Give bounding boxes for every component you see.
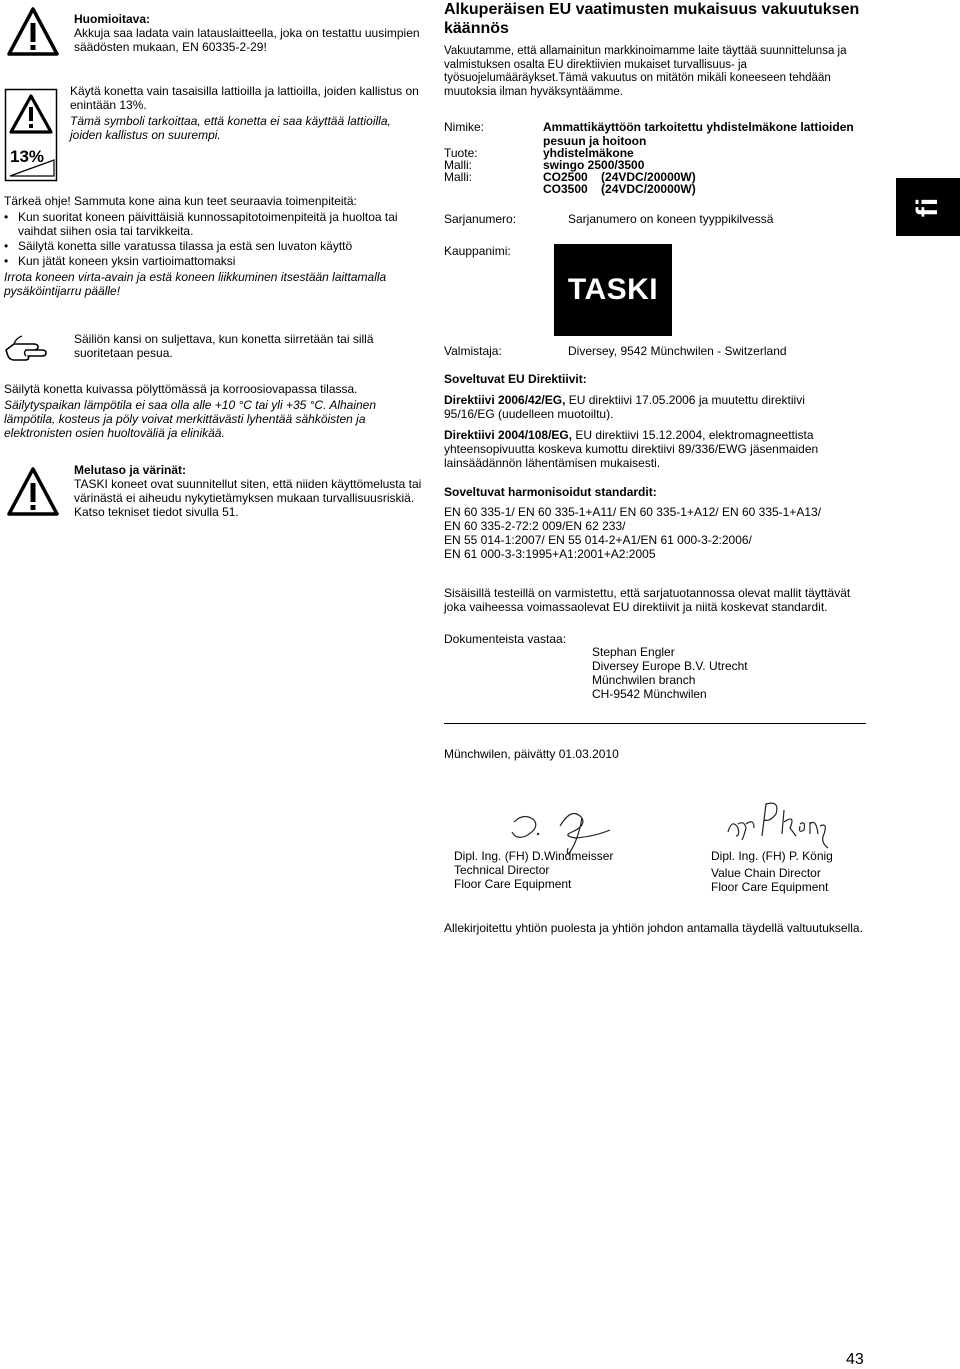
malli-label: Malli: — [444, 170, 473, 184]
directive-2004-108 — [444, 428, 868, 470]
noise-title: Melutaso ja värinät: — [74, 463, 187, 477]
directive-text: EU direktiivi 17.05.2006 ja muutettu direktiivi 95/16/EG (uudelleen muotoiltu). — [444, 393, 805, 421]
declaration-intro: Vakuutamme, että allamainitun markkinoimamme laite täyttää suunnittelunsa ja valmistuksen osalta EU direktiivien mukaiset turvallisuus- ja työsuojelumääräykset.Tämä vakuutus on mitätön mikäli koneeseen tehdään muutoksia ilman hyväksyntäämme. — [444, 45, 847, 98]
list-item: • Kun jätät koneen yksin vartioimattomaksi — [4, 254, 416, 268]
directive-name: Direktiivi 2004/108/EG, — [444, 428, 573, 442]
signatory-title: Technical Director — [454, 863, 550, 877]
list-item: • Säilytä konetta sille varatussa tilassa ja estä sen luvaton käyttö — [4, 239, 416, 253]
signatory-department: Floor Care Equipment — [454, 877, 572, 891]
authority-statement: Allekirjoitettu yhtiön puolesta ja yhtiön johdon antamalla täydellä valtuutuksella. — [444, 921, 863, 935]
important-bullet-list — [4, 210, 416, 268]
signatory-department: Floor Care Equipment — [711, 880, 829, 894]
signature-windmeisser — [500, 800, 630, 856]
hand-pointer-icon — [4, 330, 50, 366]
charging-warning — [74, 12, 424, 54]
signatory-windmeisser — [454, 849, 654, 891]
taski-logo-text: TASKI — [567, 273, 659, 306]
nimike-value: Ammattikäyttöön tarkoitettu yhdistelmäkone lattioiden pesuun ja hoitoon — [543, 120, 854, 148]
manufacturer-label: Valmistaja: — [444, 344, 502, 358]
malli-value: CO3500 (24VDC/20000W) — [543, 182, 696, 196]
charging-warning-text: Akkuja saa ladata vain latauslaitteella, joka on testattu uusimpien säädösten mukaan, EN 60335-2-29! — [74, 26, 420, 54]
declaration-heading: Alkuperäisen EU vaatimusten mukaisuus vakuutuksen käännös — [444, 1, 860, 37]
tuote-value: yhdistelmäkone — [543, 146, 634, 160]
documentation-label: Dokumenteista vastaa: — [444, 632, 567, 646]
slope-13-icon — [4, 88, 58, 182]
warning-icon — [6, 6, 60, 58]
directive-text: EU direktiivi 15.12.2004, elektromagneettista yhteensopivuutta koskeva kumottu direktiivi 89/336/EWG jäsenmaiden lainsäädännön lähentämisen mukaisesti. — [444, 428, 819, 470]
contact-line: Stephan Engler — [592, 645, 675, 659]
serial-value: Sarjanumero on koneen tyyppikilvessä — [568, 212, 774, 226]
standard-line: EN 60 335-1/ EN 60 335-1+A11/ EN 60 335-1+A12/ EN 60 335-1+A13/ — [444, 505, 822, 519]
divider — [444, 723, 866, 724]
page-number: 43 — [846, 1351, 864, 1368]
slope-limit-text: Käytä konetta vain tasaisilla lattioilla ja lattioilla, joiden kallistus on enintään 13%. — [70, 84, 419, 112]
signatory-title: Value Chain Director — [711, 866, 821, 880]
tank-lid-note: Säiliön kansi on suljettava, kun konetta siirretään tai sillä suoritetaan pesua. — [74, 332, 374, 360]
important-lead: Tärkeä ohje! Sammuta kone aina kun teet seuraavia toimenpiteitä: — [4, 194, 357, 208]
trade-name-label: Kauppanimi: — [444, 244, 511, 258]
serial-label: Sarjanumero: — [444, 212, 517, 226]
contact-line: Diversey Europe B.V. Utrecht — [592, 659, 748, 673]
documentation-contact — [592, 645, 832, 701]
slope-symbol-text: Tämä symboli tarkoittaa, että konetta ei saa käyttää lattioilla, joiden kallistus on suurempi. — [70, 114, 391, 142]
slope-icon-label: 13% — [10, 147, 45, 166]
language-tab-label: fi — [910, 196, 944, 218]
signatory-name: Dipl. Ing. (FH) D.Windmeisser — [454, 849, 614, 863]
charging-warning-title: Huomioitava: — [74, 12, 151, 26]
standards-list — [444, 505, 864, 561]
standard-line: EN 61 000-3-3:1995+A1:2001+A2:2005 — [444, 547, 656, 561]
list-item: • Kun suoritat koneen päivittäisiä kunnossapitotoimenpiteitä ja huoltoa tai vaihdat siihen osia tai tarvikkeita. — [4, 210, 416, 238]
standard-line: EN 55 014-1:2007/ EN 55 014-2+A1/EN 61 000-3-2:2006/ — [444, 533, 752, 547]
signatory-konig — [711, 849, 891, 894]
nimike-label: Nimike: — [444, 120, 485, 134]
important-instructions — [4, 194, 416, 298]
parking-brake-note: Irrota koneen virta-avain ja estä koneen liikkuminen itsestään laittamalla pysäköintijarru päälle! — [4, 270, 387, 298]
directives-title: Soveltuvat EU Direktiivit: — [444, 372, 587, 386]
directive-2006-42 — [444, 393, 828, 421]
language-tab-fi — [896, 178, 960, 236]
storage-temperature-text: Säilytyspaikan lämpötila ei saa olla alle +10 °C tai yli +35 °C. Alhainen lämpötila, kosteus ja pöly voivat merkittävästi lyhentää sähköisten ja elektronisten osien huoltoväliä ja elinikää. — [4, 398, 377, 440]
contact-line: Münchwilen branch — [592, 673, 696, 687]
standards-title: Soveltuvat harmonisoidut standardit: — [444, 485, 657, 499]
contact-line: CH-9542 Münchwilen — [592, 687, 707, 701]
taski-logo — [554, 244, 672, 336]
storage-instructions — [4, 382, 404, 440]
malli-value: swingo 2500/3500 — [543, 158, 645, 172]
malli-label: Malli: — [444, 158, 473, 172]
signature-konig — [724, 796, 834, 852]
noise-text: TASKI koneet ovat suunnitellut siten, että niiden käyttömelusta tai värinästä ei aiheudu nykytietämyksen mukaan turvallisuusriskiä. Katso tekniset tiedot sivulla 51. — [74, 477, 422, 519]
noise-vibration-info — [74, 463, 422, 519]
malli-value: CO2500 (24VDC/20000W) — [543, 170, 696, 184]
storage-text: Säilytä konetta kuivassa pölyttömässä ja korroosiovapassa tilassa. — [4, 382, 358, 396]
manufacturer-value: Diversey, 9542 Münchwilen - Switzerland — [568, 344, 787, 358]
warning-icon — [6, 466, 60, 518]
slope-instructions — [70, 84, 422, 142]
testing-statement: Sisäisillä testeillä on varmistettu, että sarjatuotannossa olevat mallit täyttävät joka vaiheessa voimassaolevat EU direktiivit ja niitä koskevat standardit. — [444, 586, 851, 614]
date-line: Münchwilen, päivätty 01.03.2010 — [444, 747, 619, 761]
directive-name: Direktiivi 2006/42/EG, — [444, 393, 566, 407]
signatory-name: Dipl. Ing. (FH) P. König — [711, 849, 833, 863]
tuote-label: Tuote: — [444, 146, 478, 160]
standard-line: EN 60 335-2-72:2 009/EN 62 233/ — [444, 519, 626, 533]
